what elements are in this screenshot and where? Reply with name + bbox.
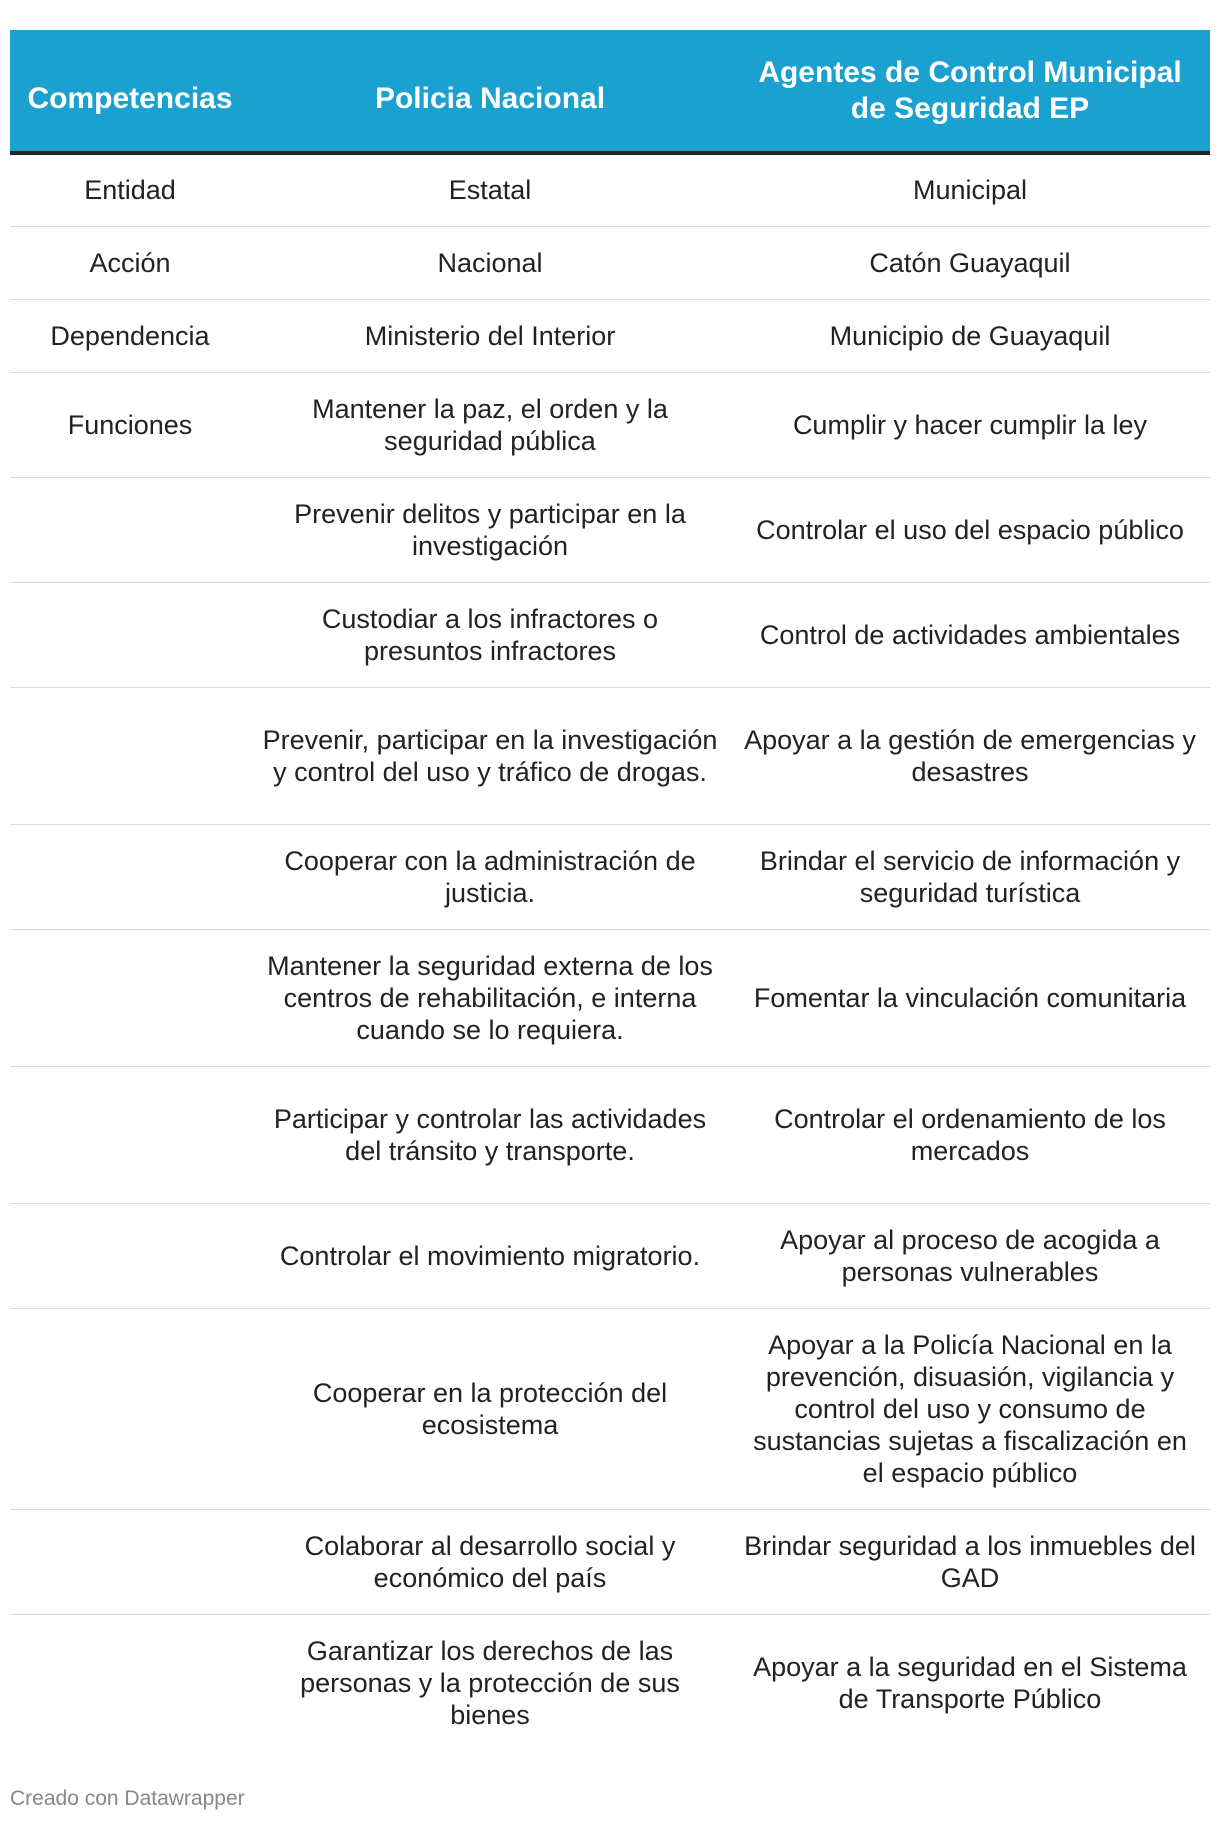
cell-agentes: Apoyar a la gestión de emergencias y desastres [730,687,1210,824]
header-policia-nacional: Policia Nacional [250,30,730,153]
cell-agentes: Municipal [730,153,1210,226]
table-row [10,477,1210,582]
cell-policia: Custodiar a los infractores o presuntos infractores [250,582,730,687]
table-row [10,372,1210,477]
cell-policia: Mantener la paz, el orden y la seguridad pública [250,372,730,477]
cell-competencia [10,477,250,582]
table-row [10,1203,1210,1308]
cell-policia: Prevenir delitos y participar en la investigación [250,477,730,582]
cell-agentes: Fomentar la vinculación comunitaria [730,929,1210,1066]
comparison-table [10,30,1210,1751]
cell-policia: Cooperar con la administración de justicia. [250,824,730,929]
table-row [10,226,1210,299]
cell-policia: Estatal [250,153,730,226]
cell-policia: Participar y controlar las actividades del tránsito y transporte. [250,1066,730,1203]
cell-agentes: Apoyar al proceso de acogida a personas vulnerables [730,1203,1210,1308]
cell-competencia [10,824,250,929]
cell-agentes: Catón Guayaquil [730,226,1210,299]
cell-agentes: Control de actividades ambientales [730,582,1210,687]
table-row [10,1614,1210,1751]
cell-policia: Nacional [250,226,730,299]
header-row [10,30,1210,153]
cell-policia: Cooperar en la protección del ecosistema [250,1308,730,1509]
table-body [10,153,1210,1751]
cell-competencia [10,687,250,824]
cell-competencia: Dependencia [10,299,250,372]
cell-agentes: Apoyar a la Policía Nacional en la prevención, disuasión, vigilancia y control del uso y consumo de sustancias sujetas a fiscalización en el espacio público [730,1308,1210,1509]
cell-competencia [10,1614,250,1751]
cell-policia: Ministerio del Interior [250,299,730,372]
table-row [10,687,1210,824]
cell-competencia [10,1509,250,1614]
header-agentes-control-municipal: Agentes de Control Municipal de Seguridad EP [730,30,1210,153]
cell-agentes: Controlar el ordenamiento de los mercados [730,1066,1210,1203]
cell-competencia [10,929,250,1066]
cell-policia: Controlar el movimiento migratorio. [250,1203,730,1308]
cell-policia: Mantener la seguridad externa de los centros de rehabilitación, e interna cuando se lo requiera. [250,929,730,1066]
table-row [10,1308,1210,1509]
cell-competencia: Funciones [10,372,250,477]
table-header [10,30,1210,153]
table-row [10,299,1210,372]
cell-agentes: Cumplir y hacer cumplir la ley [730,372,1210,477]
cell-competencia: Acción [10,226,250,299]
cell-agentes: Municipio de Guayaquil [730,299,1210,372]
table-row [10,1066,1210,1203]
table-row [10,582,1210,687]
cell-agentes: Apoyar a la seguridad en el Sistema de Transporte Público [753,1651,1187,1714]
cell-agentes: Brindar el servicio de información y seguridad turística [730,824,1210,929]
cell-competencia: Entidad [10,153,250,226]
cell-policia: Colaborar al desarrollo social y económico del país [250,1509,730,1614]
table-row [10,153,1210,226]
cell-policia: Garantizar los derechos de las personas y la protección de sus bienes [300,1635,680,1730]
table-row [10,1509,1210,1614]
cell-agentes: Controlar el uso del espacio público [730,477,1210,582]
table-row [10,929,1210,1066]
cell-competencia [10,1066,250,1203]
footer-credit: Creado con Datawrapper [10,1787,245,1810]
table-row [10,824,1210,929]
cell-policia: Prevenir, participar en la investigación y control del uso y tráfico de drogas. [250,687,730,824]
cell-competencia [10,582,250,687]
cell-agentes: Brindar seguridad a los inmuebles del GAD [730,1509,1210,1614]
cell-competencia [10,1203,250,1308]
cell-competencia [10,1308,250,1509]
header-competencias: Competencias [10,30,250,153]
comparison-table-container [10,30,1210,1751]
